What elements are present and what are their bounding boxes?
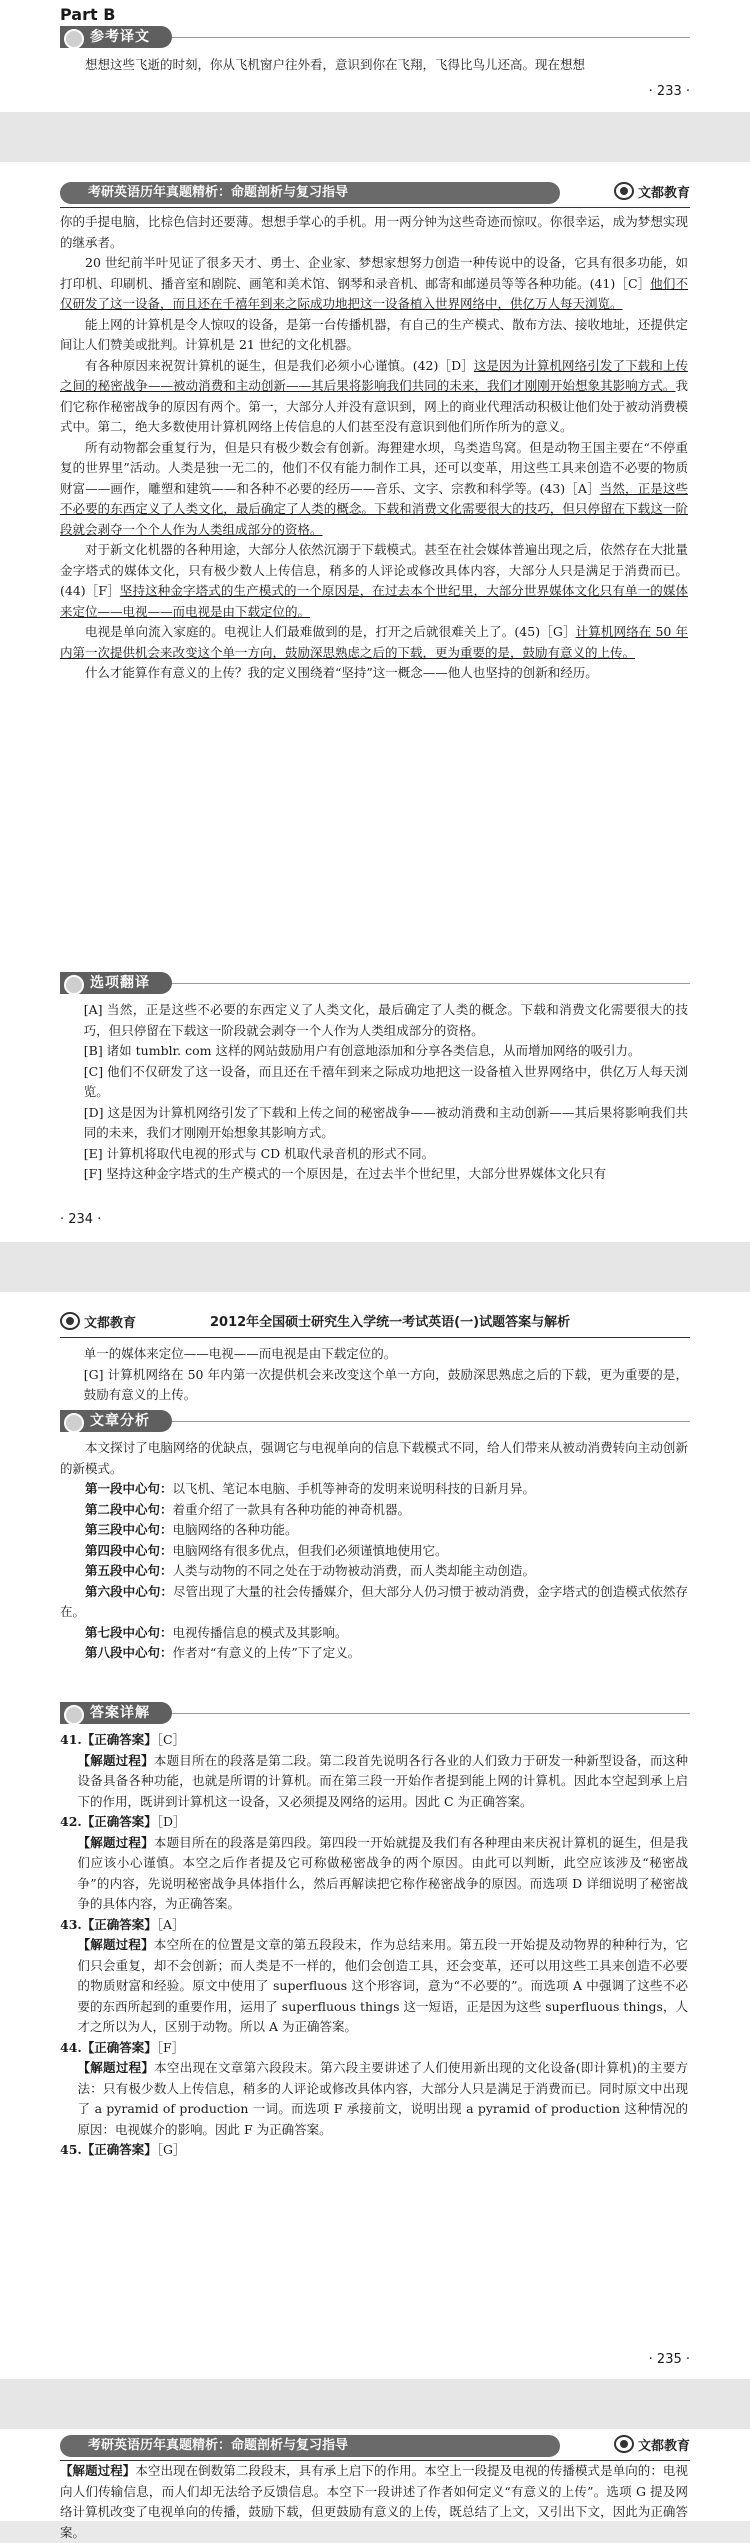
section-tab-option-translation: 选项翻译: [60, 972, 172, 994]
paragraph-center-sentence: [60, 1479, 688, 1500]
answer-sentence: 这是因为计算机网络引发了下载和上传之间的秘密战争——被动消费和主动创新——其后果将影响我们共同的未来，我们才刚刚开始想象其影响方式。: [60, 357, 688, 393]
text-run: 什么才能算作有意义的上传？我的定义围绕着“坚持”这一概念——他人也坚持的创新和经历。: [85, 665, 598, 680]
option-item: [B] 诸如 tumblr. com 这样的网站鼓励用户有创意地添加和分享各类信息，从而增加网络的吸引力。: [83, 1043, 641, 1058]
answer-letter: ［A］: [156, 1916, 185, 1932]
section-tab-answer-explanation: 答案详解: [60, 1702, 172, 1724]
answer-process: [60, 1833, 688, 1915]
center-label: 第七段中心句：: [85, 1624, 173, 1640]
header-title: [60, 182, 560, 204]
publisher-logo: 文都教育: [614, 2435, 690, 2457]
answer-label: 【正确答案】: [81, 1814, 157, 1829]
center-label: 第八段中心句：: [85, 1645, 173, 1660]
paragraph: [60, 315, 688, 356]
center-text: 人类与动物的不同之处在于动物被动消费，而人类却能主动创造。: [172, 1563, 536, 1578]
text-run: 有各种原因来祝贺计算机的诞生，但是我们必须小心谨慎。(42)［D］: [85, 357, 474, 373]
question-number: 44.: [60, 2039, 82, 2055]
answer-process: [60, 1935, 688, 2038]
text-run: 所有动物都会重复行为，但是只有极少数会有创新。海狸建水坝，鸟类造鸟窝。但是动物王国主要在“不停重复的世界里”活动。人类是独一无二的，他们不仅有能力制作工具，还可以变革，用这些工具来创造不必要的物质财富——画作，雕塑和建筑——和各种不必要的经历——音乐、文字、宗教和科学等。(43)［A］: [60, 439, 688, 496]
paragraph: 你的手提电脑，比棕色信封还要薄。想想手掌心的手机。用一两分钟为这些奇迹而惊叹。你很幸运，成为梦想实现的继承者。: [60, 214, 688, 250]
page-236-fragment: [0, 2429, 750, 2540]
option-list-continued: [60, 1344, 688, 1406]
center-label: 第三段中心句：: [85, 1522, 173, 1537]
section-tab-reference-translation: 参考译文: [60, 26, 172, 48]
answer-sentence: 当然，正是这些不必要的东西定义了人类文化，最后确定了人类的概念。下载和消费文化需要很大的技巧，但只停留在下载这一阶段就会剥夺一个个人作为人类组成部分的资格。: [60, 480, 688, 537]
process-label: 【解题过程】: [77, 1752, 154, 1768]
article-analysis: [60, 1438, 688, 1664]
center-text: 以飞机、笔记本电脑、手机等神奇的发明来说明科技的日新月异。: [172, 1481, 536, 1496]
header-title: 2012年全国硕士研究生入学统一考试英语(一)试题答案与解析: [210, 1315, 571, 1330]
option-item: [F] 坚持这种金字塔式的生产模式的一个原因是，在过去半个世纪里，大部分世界媒体文化只有: [83, 1166, 607, 1181]
translation-line: [60, 55, 688, 76]
paragraph-center-sentence: [60, 1541, 688, 1562]
center-text: 电视传播信息的模式及其影响。: [172, 1624, 348, 1640]
answer-label: 【正确答案】: [81, 2142, 157, 2157]
option-item: [C] 他们不仅研发了这一设备，而且还在千禧年到来之际成功地把这一设备植入世界网络中，供亿万人每天浏览。: [83, 1063, 688, 1099]
process-text: 本空出现在文章第六段段末。第六段主要讲述了人们使用新出现的文化设备(即计算机)的主要方法：只有极少数人上传信息，稍多的人评论或修改具体内容，大部分人只是满足于消费而已。同时原文中出现了 a pyramid of production 一词。而选项 F 承接前文，说明出现 a pyramid of production 这种情况的原因：电视媒介的影响。因此 F 为正确答案。: [77, 2060, 688, 2137]
answer-heading: [60, 1812, 688, 1833]
paragraph: 【解题过程】本空出现在倒数第二段段末，具有承上启下的作用。本空上一段提及电视的传播模式是单向的：电视向人们传输信息，而人们却无法给予反馈信息。本空下一段讲述了作者如何定义“有意义的上传”。选项 G 提及网络计算机改变了电视单向的传播，鼓励下载，但更鼓励有意义的上传，既总结了上文，又引出下文，因此为正确答案。: [60, 2463, 688, 2540]
page-gap: [0, 2379, 750, 2429]
paragraph: [60, 438, 688, 541]
text-run: 能上网的计算机是令人惊叹的设备，是第一台传播机器，有自己的生产模式、散布方法、接收地址，还提供定间让人们赞美或批判。计算机是 21 世纪的文化机器。: [60, 316, 688, 352]
answer-letter: ［D］: [156, 1814, 186, 1829]
part-title: Part B: [60, 5, 116, 24]
paragraph-center-sentence: [60, 1520, 688, 1541]
option-item: 单一的媒体来定位——电视——而电视是由下载定位的。: [83, 1346, 397, 1361]
question-number: 43.: [60, 1916, 82, 1932]
answer-explanations: [60, 1730, 688, 2161]
question-number: 41.: [60, 1732, 82, 1747]
option-list: [60, 1000, 688, 1185]
answer-heading: [60, 2038, 688, 2059]
paragraph-center-sentence: [60, 1623, 688, 1644]
section-heading-row: [60, 1410, 690, 1434]
answer-sentence: 他们不仅研发了这一设备，而且还在千禧年到来之际成功地把这一设备植入世界网络中，供亿万人每天浏览。: [60, 275, 688, 311]
process-label: 【解题过程】: [77, 1834, 154, 1850]
header-rule: [60, 1337, 690, 1338]
paragraph: [60, 663, 688, 684]
section-heading-row: [60, 26, 690, 50]
center-text: 作者对“有意义的上传”下了定义。: [172, 1645, 361, 1660]
logo-icon: [614, 2435, 634, 2453]
center-label: 第五段中心句：: [85, 1563, 173, 1578]
paragraph: [60, 253, 688, 315]
option-item: [E] 计算机将取代电视的形式与 CD 机取代录音机的形式不同。: [83, 1145, 435, 1161]
answer-heading: [60, 1730, 688, 1751]
process-label: 【解题过程】: [77, 2060, 155, 2075]
answer-letter: ［C］: [156, 1732, 186, 1747]
page-gap: [0, 1242, 750, 1292]
answer-process: [60, 2058, 688, 2140]
section-tab-article-analysis: 文章分析: [60, 1410, 172, 1432]
header-rule: [60, 207, 690, 208]
page-header: [60, 182, 690, 204]
option-item: [A] 当然，正是这些不必要的东西定义了人类文化，最后确定了人类的概念。下载和消费文化需要很大的技巧，但只停留在下载这一阶段就会剥夺一个人作为人类组成部分的资格。: [83, 1002, 688, 1038]
page-number: · 235 ·: [648, 2352, 690, 2367]
text-run: 我们它称作秘密战争的原因有两个。第一，大部分人并没有意识到，网上的商业代理活动积极让他们处于被动消费模式中。第二，绝大多数使用计算机网络上传信息的人们甚至没有意识到他们所作所为的意义。: [60, 378, 688, 434]
book-title: 考研英语历年真题精析：命题剖析与复习指导: [88, 2438, 349, 2453]
publisher-logo: 文都教育: [614, 182, 690, 204]
process-label: 【解题过程】: [77, 1937, 154, 1952]
page-number: · 234 ·: [60, 1212, 102, 1227]
page-number: · 233 ·: [648, 84, 690, 99]
process-text: 本题目所在的段落是第四段。第四段一开始就提及我们有各种理由来庆祝计算机的诞生，但是我们应该小心谨慎。本空之后作者提及它可称做秘密战争的两个原因。由此可以判断，此空应该涉及“秘密战争”的内容，先说明秘密战争具体指什么，然后再解读把它称作秘密战争的原因。而选项 D 详细说明了秘密战争的具体内容，为正确答案。: [77, 1834, 688, 1911]
page-234: [0, 162, 750, 1242]
center-text: 电脑网络的各种功能。: [172, 1522, 298, 1537]
paragraph: [60, 622, 688, 663]
question-number: 42.: [60, 1814, 82, 1829]
paragraph: [60, 540, 688, 622]
center-text: 电脑网络有很多优点，但我们必须谨慎地使用它。: [172, 1542, 448, 1558]
center-text: 着重介绍了一款具有各种功能的神奇机器。: [172, 1501, 411, 1517]
page-header: [60, 1312, 690, 1334]
answer-label: 【正确答案】: [81, 1732, 157, 1747]
publisher-logo: 文都教育: [60, 1312, 136, 1334]
analysis-intro: 本文探讨了电脑网络的优缺点，强调它与电视单向的信息下载模式不同，给人们带来从被动消费转向主动创新的新模式。: [60, 1440, 688, 1476]
answer-label: 【正确答案】: [81, 1916, 157, 1932]
option-item: [G] 计算机网络在 50 年内第一次提供机会来改变这个单一方向，鼓励深思熟虑之后的下载，更为重要的是，鼓励有意义的上传。: [83, 1366, 688, 1402]
process-text: 本题目所在的段落是第二段。第二段首先说明各行各业的人们致力于研发一种新型设备，而这种设备具备各种功能，也就是所谓的计算机。而在第三段一开始作者提到能上网的计算机。因此本空起到承上启下的作用，既讲到计算机这一设备，又必须提及网络的运用。因此 C 为正确答案。: [77, 1752, 688, 1809]
answer-heading: [60, 2140, 688, 2161]
logo-icon: [60, 1312, 80, 1330]
logo-icon: [614, 182, 634, 200]
center-label: 第六段中心句：: [85, 1583, 173, 1599]
paragraph: [60, 356, 688, 438]
answer-letter: ［G］: [156, 2142, 186, 2157]
answer-process: [60, 1751, 688, 1813]
answer-label: 【正确答案】: [81, 2039, 157, 2055]
header-title: [60, 2435, 560, 2457]
paragraph: 想想这些飞逝的时刻，你从飞机窗户往外看，意识到你在飞翔，飞得比鸟儿还高。现在想想: [85, 57, 586, 72]
question-number: 45.: [60, 2142, 82, 2157]
process-text: 本空所在的位置是文章的第五段段末，作为总结来用。第五段一开始提及动物界的种种行为，它们只会重复，却不会创新；而人类是不一样的，他们会创造工具，还会变革，还可以用这些工具来创造不必要的物质财富和经验。原文中使用了 superfluous 这个形容词，意为“不必要的”。而选项 A 中强调了这些不必要的东西所起到的重要作用，运用了 superfluous things 这一短语，正是因为这些 superfluous things，人才之所以为人，区别于动物。所以 A 为正确答案。: [77, 1937, 688, 2034]
text-run: 电视是单向流入家庭的。电视让人们最难做到的是，打开之后就很难关上了。(45)［G］: [85, 624, 576, 639]
center-label: 第二段中心句：: [85, 1501, 173, 1517]
text-run: 20 世纪前半叶见证了很多天才、勇士、企业家、梦想家想努力创造一种传说中的设备，它具有很多功能，如打印机、印刷机、播音室和剧院、画笔和美术馆、钢琴和录音机、邮寄和邮递员等等各种功能。(41)［C］: [60, 255, 688, 291]
answer-sentence: 计算机网络在 50 年内第一次提供机会来改变这个单一方向，鼓励深思熟虑之后的下载，更为重要的是，鼓励有意义的上传。: [60, 624, 688, 660]
text-run: 对于新文化机器的各种用途，大部分人依然沉溺于下载模式。甚至在社会媒体普遍出现之后，依然存在大批量金字塔式的媒体文化，只有极少数人上传信息，稍多的人评论或修改具体内容，大部分人只是满足于消费而已。(44)［F］: [60, 542, 688, 598]
option-item: [D] 这是因为计算机网络引发了下载和上传之间的秘密战争——被动消费和主动创新——其后果将影响我们共同的未来，我们才刚刚开始想象其影响方式。: [83, 1104, 688, 1140]
paragraph-center-sentence: [60, 1561, 688, 1582]
paragraph-center-sentence: [60, 1500, 688, 1521]
page-header: [60, 2435, 690, 2457]
answer-sentence: 坚持这种金字塔式的生产模式的一个原因是，在过去本个世纪里，大部分世界媒体文化只有单一的媒体来定位——电视——而电视是由下载定位的。: [60, 583, 688, 619]
center-label: 第一段中心句：: [85, 1481, 173, 1496]
answer-heading: [60, 1915, 688, 1936]
section-heading-row: [60, 972, 690, 996]
page-233-fragment: [0, 0, 750, 112]
page-gap: [0, 112, 750, 162]
paragraph-center-sentence: [60, 1582, 688, 1623]
page-235: [0, 1292, 750, 2379]
center-text: 尽管出现了大量的社会传播媒介，但大部分人仍习惯于被动消费，金字塔式的创造模式依然存在。: [60, 1583, 688, 1619]
answer-45-explanation: [60, 2461, 688, 2543]
answer-letter: ［F］: [156, 2039, 185, 2055]
translation-body: [60, 212, 688, 684]
book-title: 考研英语历年真题精析：命题剖析与复习指导: [88, 185, 349, 200]
center-label: 第四段中心句：: [85, 1542, 173, 1558]
paragraph-center-sentence: [60, 1643, 688, 1664]
section-heading-row: [60, 1702, 690, 1726]
